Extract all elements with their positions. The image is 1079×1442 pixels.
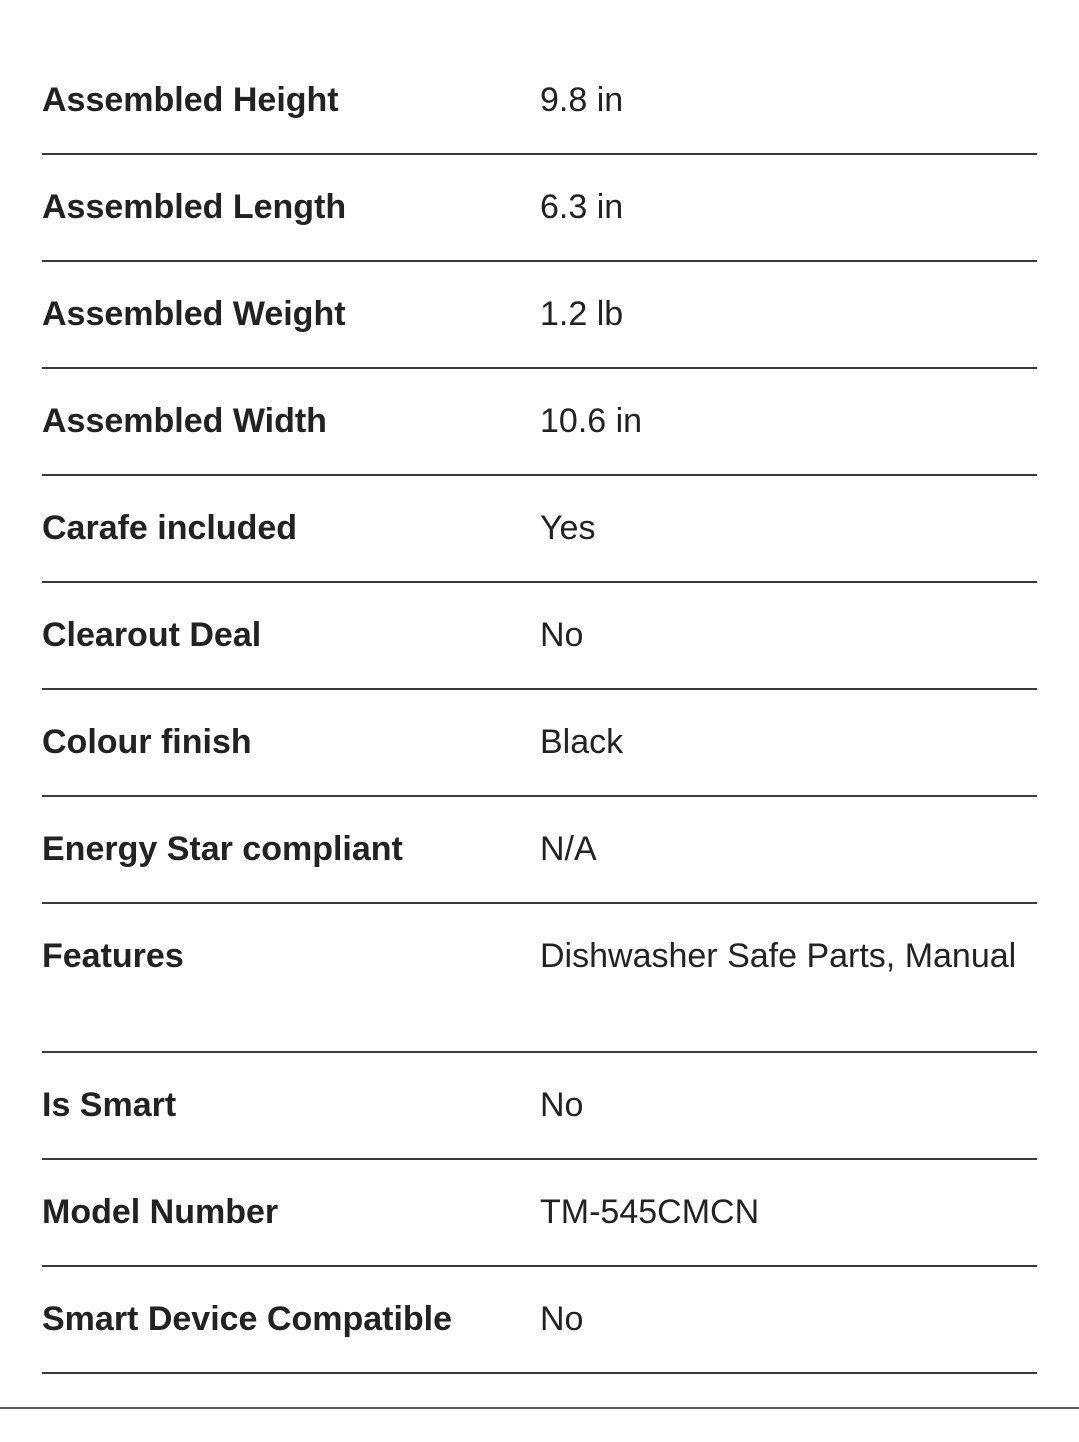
spec-row-colour-finish: [42, 690, 1037, 797]
spec-value: No: [540, 1086, 584, 1124]
spec-value: TM-545CMCN: [540, 1193, 760, 1231]
spec-label: Colour finish: [42, 723, 252, 761]
spec-row-carafe-included: [42, 476, 1037, 583]
spec-label: Assembled Length: [42, 188, 347, 226]
spec-label: Features: [42, 937, 184, 975]
spec-value: Dishwasher Safe Parts, Manual: [540, 937, 1017, 975]
spec-value: 9.8 in: [540, 81, 624, 119]
bottom-panel-edge: [0, 1407, 1079, 1442]
spec-row-assembled-length: [42, 155, 1037, 262]
spec-value: Yes: [540, 509, 596, 547]
spec-value: 6.3 in: [540, 188, 624, 226]
spec-row-features: [42, 904, 1037, 1053]
spec-row-model-number: [42, 1160, 1037, 1267]
spec-value: Black: [540, 723, 624, 761]
spec-label: Carafe included: [42, 509, 298, 547]
spec-row-clearout-deal: [42, 583, 1037, 690]
spec-label: Clearout Deal: [42, 616, 262, 654]
spec-row-energy-star-compliant: [42, 797, 1037, 904]
spec-label: Assembled Height: [42, 81, 339, 119]
spec-value: 1.2 lb: [540, 295, 624, 333]
spec-value: No: [540, 616, 584, 654]
spec-row-assembled-width: [42, 369, 1037, 476]
spec-label: Assembled Width: [42, 402, 327, 440]
spec-row-assembled-weight: [42, 262, 1037, 369]
spec-label: Energy Star compliant: [42, 830, 403, 868]
spec-label: Smart Device Compatible: [42, 1300, 453, 1338]
spec-value: No: [540, 1300, 584, 1338]
spec-row-assembled-height: [42, 48, 1037, 155]
spec-row-smart-device-compatible: [42, 1267, 1037, 1374]
spec-row-is-smart: [42, 1053, 1037, 1160]
spec-value: 10.6 in: [540, 402, 643, 440]
spec-label: Is Smart: [42, 1086, 177, 1124]
specifications-table: [42, 48, 1037, 1374]
spec-label: Assembled Weight: [42, 295, 346, 333]
spec-label: Model Number: [42, 1193, 279, 1231]
spec-value: N/A: [540, 830, 597, 868]
